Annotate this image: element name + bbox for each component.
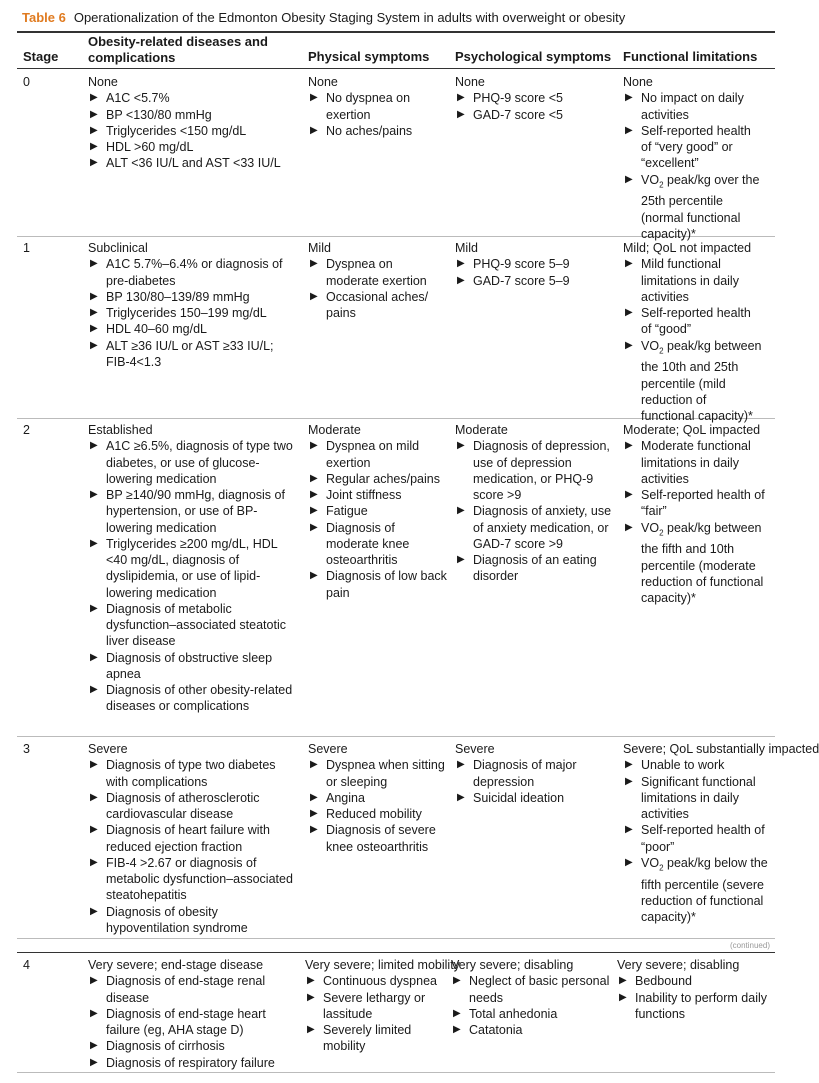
bullet-list xyxy=(308,757,448,855)
bullet-arrow-icon: ▶ xyxy=(625,856,633,868)
cell-physical xyxy=(305,957,460,1055)
list-item-text: Total anhedonia xyxy=(469,1006,558,1021)
list-item xyxy=(88,487,300,536)
cell-lead: Severe xyxy=(455,742,495,756)
cell-psych xyxy=(455,422,613,585)
list-item-text: Catatonia xyxy=(469,1023,523,1037)
list-item-text: Diagnosis of anxiety, use of anxiety medication, or GAD-7 score >9 xyxy=(473,504,612,551)
list-item-text: Diagnosis of type two diabetes with complications xyxy=(106,758,276,789)
bullet-arrow-icon: ▶ xyxy=(625,759,633,771)
bullet-arrow-icon: ▶ xyxy=(90,791,98,803)
list-item xyxy=(88,90,300,106)
bullet-arrow-icon: ▶ xyxy=(625,489,633,500)
bullet-arrow-icon: ▶ xyxy=(90,1007,98,1019)
cell-physical xyxy=(308,741,448,855)
list-item-text: No aches/pains xyxy=(326,123,413,138)
list-item-text: A1C ≥6.5%, diagnosis of type two diabetes, or use of glucose-lowering medication xyxy=(106,439,293,486)
list-item xyxy=(88,321,300,337)
list-item xyxy=(623,123,763,172)
bullet-list xyxy=(455,438,613,584)
bullet-list xyxy=(623,90,763,242)
bullet-arrow-icon: ▶ xyxy=(310,759,318,771)
list-item-text: GAD-7 score 5–9 xyxy=(473,273,570,288)
bullet-list xyxy=(88,973,300,1071)
bullet-arrow-icon: ▶ xyxy=(90,339,98,351)
list-item-text: Triglycerides ≥200 mg/dL, HDL <40 mg/dL, diagnosis of dyslipidemia, or use of lipid-lowering medication xyxy=(106,536,278,600)
list-item xyxy=(623,338,763,425)
list-item-text: Diagnosis of cirrhosis xyxy=(106,1039,225,1054)
list-item xyxy=(88,650,300,683)
bullet-arrow-icon: ▶ xyxy=(457,505,465,517)
table-caption: Operationalization of the Edmonton Obesity Staging System in adults with overweight or obesity xyxy=(73,10,626,25)
bullet-arrow-icon: ▶ xyxy=(310,791,318,803)
cell-lead: Severe; QoL substantially impacted xyxy=(623,742,819,756)
list-item-text: Triglycerides <150 mg/dL xyxy=(106,123,247,138)
cell-lead: Moderate xyxy=(308,423,361,437)
list-item-text: Diagnosis of end-stage heart failure (eg, AHA stage D) xyxy=(106,1006,266,1037)
cell-lead: Mild xyxy=(455,241,478,255)
header-stage: Stage xyxy=(23,49,59,64)
list-item xyxy=(88,123,300,139)
bullet-list xyxy=(455,256,615,289)
list-item-text: Self-reported health of “fair” xyxy=(641,488,765,519)
list-item-text: ALT ≥36 IU/L or AST ≥33 IU/L; FIB-4<1.3 xyxy=(106,338,274,369)
list-item xyxy=(623,438,771,487)
bullet-arrow-icon: ▶ xyxy=(457,108,465,120)
list-item-text: Neglect of basic personal needs xyxy=(469,974,610,1005)
list-item xyxy=(88,256,300,289)
list-item-text: Diagnosis of moderate knee osteoarthritis xyxy=(326,520,410,567)
list-item xyxy=(308,90,448,123)
list-item xyxy=(88,139,300,155)
list-item-text: GAD-7 score <5 xyxy=(473,107,563,122)
list-item xyxy=(88,536,300,601)
bullet-arrow-icon: ▶ xyxy=(625,521,633,533)
list-item-text: Diagnosis of obstructive sleep apnea xyxy=(106,650,273,681)
list-item-text: PHQ-9 score <5 xyxy=(473,91,563,106)
bullet-arrow-icon: ▶ xyxy=(625,173,633,185)
list-item xyxy=(88,601,300,650)
cell-lead: Severe xyxy=(308,742,348,756)
list-item-text: Reduced mobility xyxy=(326,807,422,821)
list-item xyxy=(308,487,450,503)
header-functional: Functional limitations xyxy=(623,49,758,64)
cell-lead: None xyxy=(88,75,118,89)
row-divider xyxy=(17,938,775,939)
bullet-list xyxy=(88,438,300,714)
list-item-text: Diagnosis of depression, use of depression medication, or PHQ-9 score >9 xyxy=(473,439,610,502)
bullet-list xyxy=(308,438,450,601)
list-item-text: $VO_2$ peak/kg between the 10th and 25th percentile (mild reduction of functional capacity)* xyxy=(641,338,762,423)
bullet-arrow-icon: ▶ xyxy=(310,824,318,836)
cell-diseases xyxy=(88,240,300,370)
list-item xyxy=(451,973,611,1006)
list-item xyxy=(451,1022,611,1038)
bullet-list xyxy=(88,757,300,936)
list-item-text: A1C 5.7%–6.4% or diagnosis of pre-diabetes xyxy=(106,257,283,288)
list-item-text: Mild functional limitations in daily activities xyxy=(641,257,739,304)
list-item xyxy=(88,757,300,790)
bullet-arrow-icon: ▶ xyxy=(90,141,98,152)
cell-physical xyxy=(308,74,448,139)
bullet-arrow-icon: ▶ xyxy=(90,92,98,104)
cell-functional xyxy=(617,957,767,1022)
list-item-text: Inability to perform daily functions xyxy=(635,990,768,1021)
cell-lead: None xyxy=(308,75,338,89)
bullet-arrow-icon: ▶ xyxy=(625,258,633,270)
bullet-arrow-icon: ▶ xyxy=(90,651,98,663)
cell-psych xyxy=(455,240,615,289)
list-item-text: Diagnosis of respiratory failure xyxy=(106,1055,275,1070)
list-item xyxy=(88,305,300,321)
cell-lead: Mild xyxy=(308,241,331,255)
list-item xyxy=(88,107,300,123)
table-number: Table 6 xyxy=(22,10,66,25)
list-item-text: Angina xyxy=(326,790,365,805)
bullet-arrow-icon: ▶ xyxy=(90,905,98,917)
cell-physical xyxy=(308,240,448,321)
list-item xyxy=(455,273,615,289)
list-item-text: Triglycerides 150–199 mg/dL xyxy=(106,306,267,320)
bullet-arrow-icon: ▶ xyxy=(625,124,633,136)
list-item-text: HDL >60 mg/dL xyxy=(106,140,194,154)
bullet-arrow-icon: ▶ xyxy=(625,92,633,104)
cell-lead: Subclinical xyxy=(88,241,148,255)
list-item xyxy=(88,973,300,1006)
list-item-text: PHQ-9 score 5–9 xyxy=(473,257,570,272)
stage-number: 4 xyxy=(23,958,30,972)
bullet-arrow-icon: ▶ xyxy=(453,975,461,987)
header-diseases: Obesity-related diseases and complications xyxy=(88,34,268,65)
list-item-text: Dyspnea on moderate exertion xyxy=(326,257,427,288)
list-item xyxy=(455,503,613,552)
list-item xyxy=(88,1006,300,1039)
cell-diseases xyxy=(88,74,300,172)
bullet-list xyxy=(623,757,769,925)
list-item-text: Severe lethargy or lassitude xyxy=(323,990,426,1021)
cell-physical xyxy=(308,422,450,601)
list-item-text: FIB-4 >2.67 or diagnosis of metabolic dysfunction–associated steatohepatitis xyxy=(106,855,293,903)
bullet-arrow-icon: ▶ xyxy=(310,440,318,452)
bullet-arrow-icon: ▶ xyxy=(310,472,318,484)
list-item-text: Bedbound xyxy=(635,974,693,989)
list-item-text: HDL 40–60 mg/dL xyxy=(106,322,207,337)
bullet-arrow-icon: ▶ xyxy=(457,92,465,104)
bullet-list xyxy=(88,256,300,370)
list-item-text: Diagnosis of end-stage renal disease xyxy=(106,974,266,1005)
list-item xyxy=(455,790,615,806)
bullet-arrow-icon: ▶ xyxy=(457,554,465,565)
list-item xyxy=(308,520,450,569)
list-item-text: Severely limited mobility xyxy=(323,1023,412,1054)
bullet-list xyxy=(305,973,447,1054)
list-item xyxy=(88,790,300,823)
bullet-arrow-icon: ▶ xyxy=(90,258,98,270)
bullet-list xyxy=(308,256,448,321)
bullet-list xyxy=(617,973,767,1022)
bullet-arrow-icon: ▶ xyxy=(310,489,318,500)
list-item xyxy=(455,438,613,503)
cell-diseases xyxy=(88,957,300,1071)
top-rule xyxy=(17,31,775,33)
list-item xyxy=(623,774,769,823)
list-item xyxy=(88,822,300,855)
bullet-arrow-icon: ▶ xyxy=(90,602,98,614)
stage-number: 2 xyxy=(23,423,30,437)
list-item xyxy=(308,806,448,822)
bullet-arrow-icon: ▶ xyxy=(310,290,318,302)
cell-functional xyxy=(623,240,763,424)
bullet-arrow-icon: ▶ xyxy=(625,824,633,836)
list-item-text: Diagnosis of major depression xyxy=(473,758,577,789)
continued-rule xyxy=(17,952,775,953)
bullet-arrow-icon: ▶ xyxy=(310,124,318,136)
bullet-arrow-icon: ▶ xyxy=(90,537,98,549)
list-item xyxy=(455,552,613,585)
bullet-arrow-icon: ▶ xyxy=(457,791,465,803)
cell-functional xyxy=(623,74,763,242)
list-item xyxy=(308,822,448,855)
list-item xyxy=(617,973,767,989)
cell-lead: Mild; QoL not impacted xyxy=(623,241,752,255)
list-item xyxy=(308,471,450,487)
list-item xyxy=(623,520,771,607)
cell-functional xyxy=(623,741,819,925)
bullet-list xyxy=(308,90,448,139)
bullet-arrow-icon: ▶ xyxy=(90,759,98,771)
bullet-arrow-icon: ▶ xyxy=(310,521,318,533)
list-item xyxy=(623,822,769,855)
cell-psych xyxy=(455,74,615,123)
bullet-arrow-icon: ▶ xyxy=(619,991,627,1003)
list-item-text: Suicidal ideation xyxy=(473,790,565,805)
list-item-text: Dyspnea on mild exertion xyxy=(326,439,420,470)
bullet-arrow-icon: ▶ xyxy=(90,1056,98,1068)
row-divider xyxy=(17,1072,775,1073)
list-item-text: Continuous dyspnea xyxy=(323,974,437,989)
cell-diseases xyxy=(88,422,300,715)
bullet-arrow-icon: ▶ xyxy=(90,290,98,302)
list-item xyxy=(623,172,763,243)
cell-lead: Severe xyxy=(88,742,128,756)
list-item-text: $VO_2$ peak/kg between the fifth and 10th percentile (moderate reduction of functional capacity)* xyxy=(641,520,764,605)
bullet-arrow-icon: ▶ xyxy=(457,258,465,270)
bullet-arrow-icon: ▶ xyxy=(90,856,98,868)
cell-functional xyxy=(623,422,771,606)
list-item xyxy=(305,1022,447,1055)
list-item xyxy=(455,107,615,123)
list-item xyxy=(623,256,763,305)
header-psych: Psychological symptoms xyxy=(455,49,612,64)
list-item-text: Dyspnea when sitting or sleeping xyxy=(326,758,445,789)
bullet-arrow-icon: ▶ xyxy=(90,975,98,987)
bullet-list xyxy=(88,90,300,171)
stage-number: 0 xyxy=(23,75,30,89)
bullet-list xyxy=(455,757,615,806)
list-item-text: Self-reported health of “good” xyxy=(641,306,751,337)
list-item-text: No impact on daily activities xyxy=(641,91,744,122)
bullet-arrow-icon: ▶ xyxy=(307,975,315,987)
list-item-text: Significant functional limitations in daily activities xyxy=(641,774,756,821)
list-item-text: Diagnosis of an eating disorder xyxy=(473,553,597,584)
list-item-text: BP 130/80–139/89 mmHg xyxy=(106,289,250,304)
list-item-text: Diagnosis of obesity hypoventilation syndrome xyxy=(106,904,248,935)
bullet-arrow-icon: ▶ xyxy=(90,489,98,500)
list-item xyxy=(308,123,448,139)
cell-lead: None xyxy=(455,75,485,89)
list-item-text: BP ≥140/90 mmHg, diagnosis of hypertension, or use of BP-lowering medication xyxy=(106,488,285,535)
bullet-arrow-icon: ▶ xyxy=(625,775,633,787)
cell-lead: Established xyxy=(88,423,153,437)
list-item xyxy=(308,503,450,519)
list-item xyxy=(455,757,615,790)
bullet-arrow-icon: ▶ xyxy=(619,975,627,987)
list-item xyxy=(308,438,450,471)
list-item xyxy=(617,990,767,1023)
list-item xyxy=(623,487,771,520)
bullet-arrow-icon: ▶ xyxy=(90,824,98,836)
stage-number: 1 xyxy=(23,241,30,255)
bullet-arrow-icon: ▶ xyxy=(625,440,633,452)
list-item-text: Diagnosis of metabolic dysfunction–associated steatotic liver disease xyxy=(106,601,286,649)
list-item-text: Diagnosis of atherosclerotic cardiovascular disease xyxy=(106,790,260,821)
bullet-arrow-icon: ▶ xyxy=(310,808,318,819)
bullet-arrow-icon: ▶ xyxy=(90,108,98,120)
bullet-list xyxy=(623,438,771,606)
list-item xyxy=(455,256,615,272)
cell-lead: None xyxy=(623,75,653,89)
bullet-arrow-icon: ▶ xyxy=(625,307,633,318)
list-item xyxy=(88,1038,300,1054)
list-item xyxy=(88,338,300,371)
table-title xyxy=(22,10,625,25)
list-item xyxy=(88,155,300,171)
bullet-arrow-icon: ▶ xyxy=(90,440,98,452)
list-item xyxy=(305,990,447,1023)
list-item-text: Joint stiffness xyxy=(326,488,402,502)
list-item-text: A1C <5.7% xyxy=(106,91,170,106)
list-item-text: Fatigue xyxy=(326,504,368,519)
bullet-arrow-icon: ▶ xyxy=(307,1024,315,1035)
row-divider xyxy=(17,736,775,737)
bullet-arrow-icon: ▶ xyxy=(90,1040,98,1052)
list-item xyxy=(88,904,300,937)
list-item xyxy=(305,973,447,989)
list-item xyxy=(623,757,769,773)
bullet-arrow-icon: ▶ xyxy=(310,258,318,270)
list-item xyxy=(308,790,448,806)
list-item xyxy=(623,90,763,123)
list-item-text: BP <130/80 mmHg xyxy=(106,107,212,122)
list-item-text: Diagnosis of severe knee osteoarthritis xyxy=(326,823,436,854)
list-item-text: Moderate functional limitations in daily activities xyxy=(641,439,751,486)
cell-diseases xyxy=(88,741,300,936)
list-item-text: Self-reported health of “very good” or “excellent” xyxy=(641,123,751,171)
bullet-arrow-icon: ▶ xyxy=(90,157,98,169)
list-item-text: $VO_2$ peak/kg below the fifth percentile (severe reduction of functional capacity)* xyxy=(641,855,768,924)
list-item-text: No dyspnea on exertion xyxy=(326,91,411,122)
bullet-arrow-icon: ▶ xyxy=(90,124,98,136)
list-item xyxy=(455,90,615,106)
cell-lead: Very severe; disabling xyxy=(451,958,574,972)
cell-lead: Very severe; end-stage disease xyxy=(88,958,264,972)
bullet-arrow-icon: ▶ xyxy=(310,92,318,104)
list-item xyxy=(88,438,300,487)
list-item xyxy=(308,568,450,601)
bullet-arrow-icon: ▶ xyxy=(453,1024,461,1035)
list-item-text: Diagnosis of heart failure with reduced ejection fraction xyxy=(106,823,270,854)
bullet-arrow-icon: ▶ xyxy=(457,440,465,452)
bullet-arrow-icon: ▶ xyxy=(625,339,633,351)
list-item xyxy=(623,305,763,338)
cell-lead: Very severe; disabling xyxy=(617,958,740,972)
list-item xyxy=(88,1055,300,1071)
bullet-arrow-icon: ▶ xyxy=(457,274,465,286)
list-item xyxy=(88,855,300,904)
list-item xyxy=(623,855,769,926)
cell-psych xyxy=(455,741,615,806)
bullet-arrow-icon: ▶ xyxy=(453,1007,461,1019)
bullet-arrow-icon: ▶ xyxy=(307,991,315,1003)
bullet-arrow-icon: ▶ xyxy=(90,307,98,318)
list-item xyxy=(88,682,300,715)
list-item xyxy=(308,757,448,790)
list-item xyxy=(308,289,448,322)
list-item xyxy=(451,1006,611,1022)
bullet-list xyxy=(451,973,611,1038)
bullet-arrow-icon: ▶ xyxy=(310,505,318,517)
bullet-arrow-icon: ▶ xyxy=(90,684,98,695)
header-rule xyxy=(17,68,775,69)
bullet-arrow-icon: ▶ xyxy=(310,570,318,582)
list-item xyxy=(308,256,448,289)
list-item-text: Diagnosis of other obesity-related diseases or complications xyxy=(106,683,293,714)
bullet-list xyxy=(623,256,763,424)
bullet-arrow-icon: ▶ xyxy=(457,759,465,771)
list-item xyxy=(88,289,300,305)
list-item-text: Occasional aches/ pains xyxy=(326,289,429,320)
list-item-text: Regular aches/pains xyxy=(326,471,440,486)
cell-lead: Moderate xyxy=(455,423,508,437)
header-physical: Physical symptoms xyxy=(308,49,430,64)
list-item-text: Unable to work xyxy=(641,758,725,773)
cell-lead: Moderate; QoL impacted xyxy=(623,423,761,437)
list-item-text: ALT <36 IU/L and AST <33 IU/L xyxy=(106,156,281,171)
continued-note: (continued) xyxy=(729,941,770,950)
cell-lead: Very severe; limited mobility xyxy=(305,958,460,972)
list-item-text: Self-reported health of “poor” xyxy=(641,823,765,854)
cell-psych xyxy=(451,957,611,1038)
bullet-list xyxy=(455,90,615,123)
list-item-text: $VO_2$ peak/kg over the 25th percentile (normal functional capacity)* xyxy=(641,172,760,241)
stage-number: 3 xyxy=(23,742,30,756)
list-item-text: Diagnosis of low back pain xyxy=(326,569,447,600)
bullet-arrow-icon: ▶ xyxy=(90,323,98,335)
